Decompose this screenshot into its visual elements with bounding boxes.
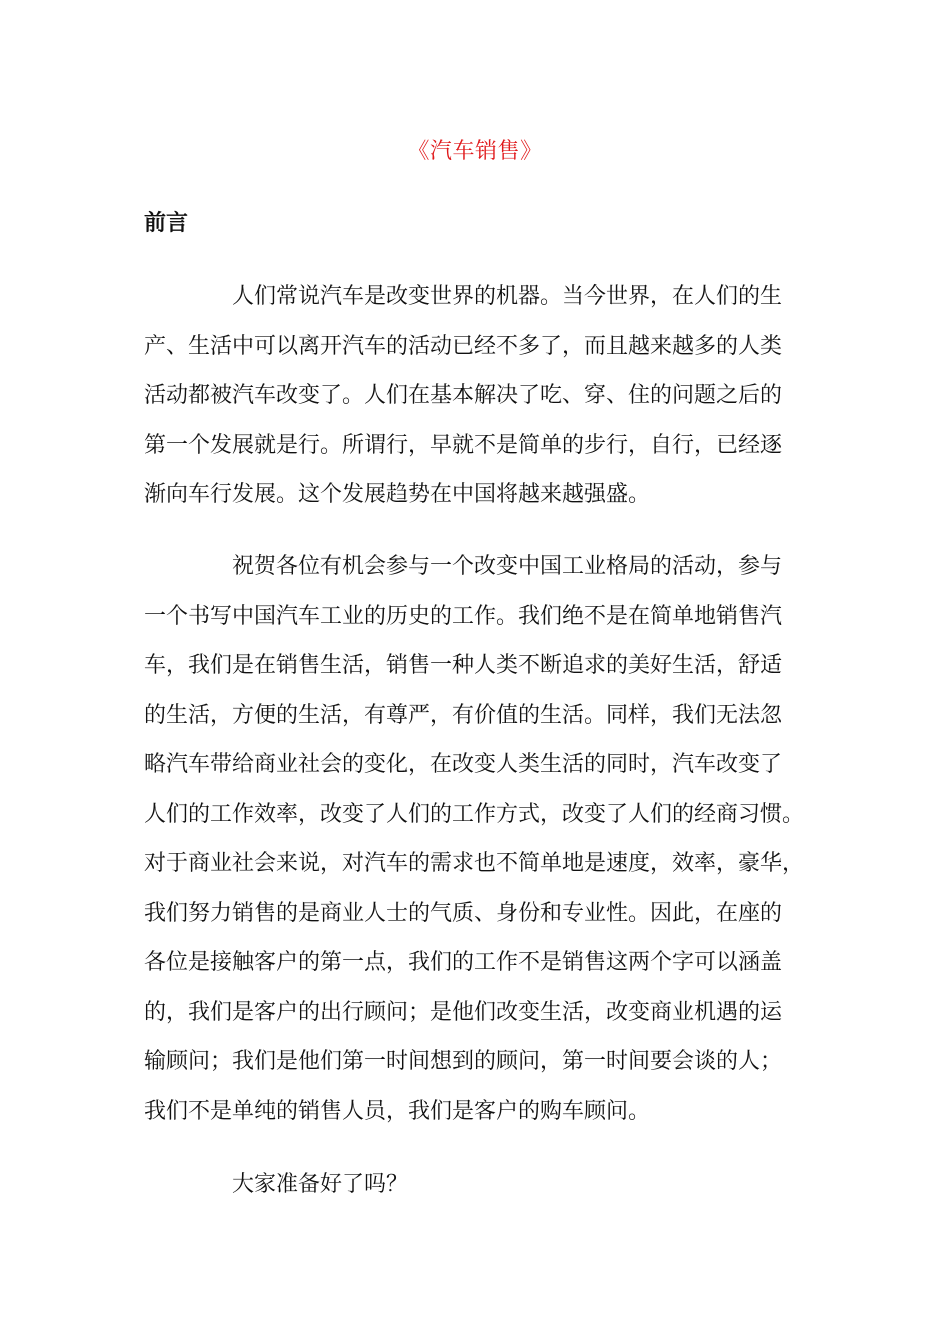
paragraph-line: 产、生活中可以离开汽车的活动已经不多了，而且越来越多的人类 bbox=[144, 333, 783, 359]
paragraph-line: 的生活，方便的生活，有尊严，有价值的生活。同样，我们无法忽 bbox=[144, 702, 783, 728]
section-heading: 前言 bbox=[144, 210, 189, 236]
paragraph-closing bbox=[144, 1160, 814, 1210]
paragraph-line: 人们常说汽车是改变世界的机器。当今世界，在人们的生 bbox=[232, 284, 783, 309]
paragraph-line: 对于商业社会来说，对汽车的需求也不简单地是速度，效率，豪华， bbox=[144, 851, 805, 876]
paragraph-line: 渐向车行发展。这个发展趋势在中国将越来越强盛。 bbox=[144, 482, 651, 507]
paragraph-line: 人们的工作效率，改变了人们的工作方式，改变了人们的经商习惯。 bbox=[144, 801, 805, 827]
paragraph-line: 车，我们是在销售生活，销售一种人类不断追求的美好生活，舒适 bbox=[144, 653, 783, 678]
paragraph-line: 的，我们是客户的出行顾问；是他们改变生活，改变商业机遇的运 bbox=[144, 999, 783, 1025]
paragraph-line: 输顾问；我们是他们第一时间想到的顾问，第一时间要会谈的人； bbox=[144, 1049, 783, 1074]
paragraph-intro bbox=[144, 272, 814, 520]
paragraph-line: 第一个发展就是行。所谓行，早就不是简单的步行，自行，已经逐 bbox=[144, 432, 783, 458]
paragraph-line: 我们努力销售的是商业人士的气质、身份和专业性。因此，在座的 bbox=[144, 900, 783, 926]
paragraph-line: 一个书写中国汽车工业的历史的工作。我们绝不是在简单地销售汽 bbox=[144, 603, 783, 629]
paragraph-line: 略汽车带给商业社会的变化，在改变人类生活的同时，汽车改变了 bbox=[144, 752, 783, 777]
paragraph-line: 我们不是单纯的销售人员，我们是客户的购车顾问。 bbox=[144, 1098, 651, 1124]
paragraph-congratulations bbox=[144, 542, 814, 1136]
paragraph-line: 各位是接触客户的第一点，我们的工作不是销售这两个字可以涵盖 bbox=[144, 950, 783, 975]
paragraph-line: 大家准备好了吗？ bbox=[232, 1172, 409, 1197]
paragraph-line: 祝贺各位有机会参与一个改变中国工业格局的活动，参与 bbox=[232, 554, 783, 579]
document-title: 《汽车销售》 bbox=[407, 139, 543, 164]
paragraph-line: 活动都被汽车改变了。人们在基本解决了吃、穿、住的问题之后的 bbox=[144, 383, 783, 408]
